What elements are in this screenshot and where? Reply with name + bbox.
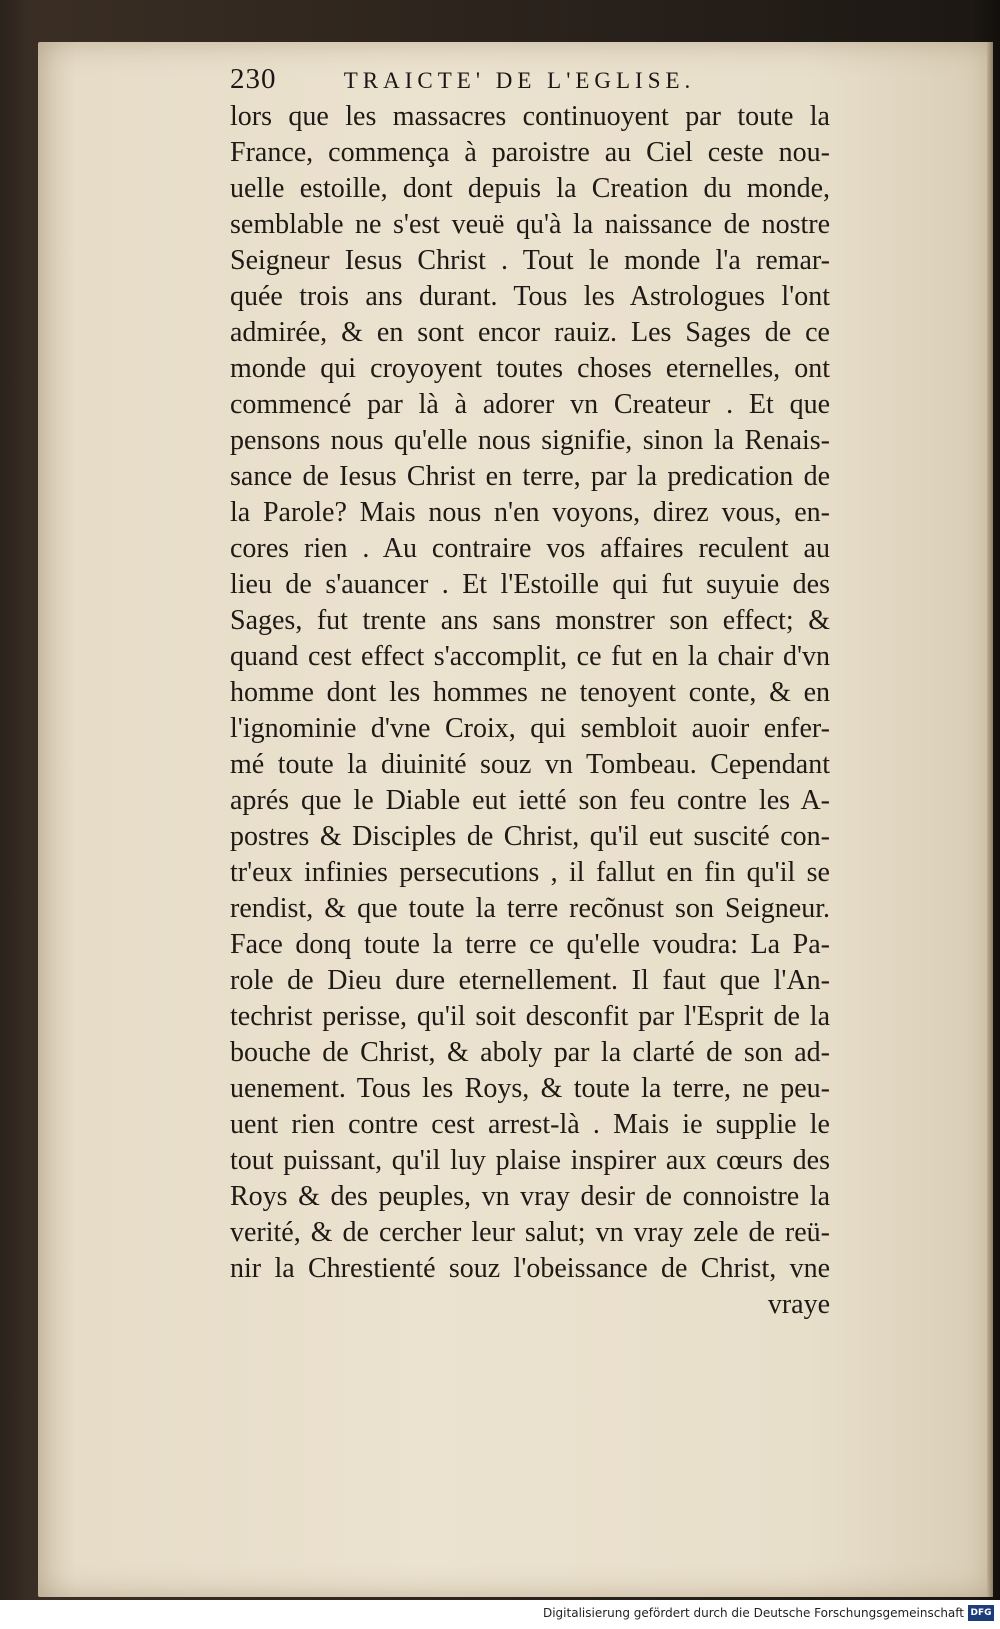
text-line: Face donq toute la terre ce qu'elle voudra: La Pa- [230,929,830,960]
footer-bar [0,1600,1000,1629]
text-line: techrist perisse, qu'il soit desconfit par l'Esprit de la [230,1001,830,1032]
text-line: cores rien . Au contraire vos affaires reculent au [230,533,830,564]
text-line: mé toute la diuinité souz vn Tombeau. Cependant [230,749,830,780]
text-line: admirée, & en sont encor rauiz. Les Sages de ce [230,317,830,348]
text-line: Seigneur Iesus Christ . Tout le monde l'a remar- [230,245,830,276]
text-line: uent rien contre cest arrest-là . Mais ie supplie le [230,1109,830,1140]
text-line: role de Dieu dure eternellement. Il faut que l'An- [230,965,830,996]
text-line: uelle estoille, dont depuis la Creation du monde, [230,173,830,204]
text-line: semblable ne s'est veuë qu'à la naissance de nostre [230,209,830,240]
text-line: bouche de Christ, & aboly par la clarté de son ad- [230,1037,830,1068]
text-line: commencé par là à adorer vn Createur . Et que [230,389,830,420]
text-line: Roys & des peuples, vn vray desir de connoistre la [230,1181,830,1212]
text-line: monde qui croyoyent toutes choses eternelles, ont [230,353,830,384]
text-line: pensons nous qu'elle nous signifie, sinon la Renais- [230,425,830,456]
text-line: quand cest effect s'accomplit, ce fut en la chair d'vn [230,641,830,672]
text-line: lieu de s'auancer . Et l'Estoille qui fut suyuie des [230,569,830,600]
text-line: homme dont les hommes ne tenoyent conte, & en [230,677,830,708]
funding-credit: Digitalisierung gefördert durch die Deutsche Forschungsgemeinschaft [542,1606,964,1620]
text-line: l'ignominie d'vne Croix, qui sembloit auoir enfer- [230,713,830,744]
running-header [230,63,790,96]
text-line: sance de Iesus Christ en terre, par la predication de [230,461,830,492]
text-line: nir la Chrestienté souz l'obeissance de Christ, vne [230,1253,830,1284]
body-text [230,99,830,1323]
catchword: vraye [767,1289,830,1320]
text-line: rendist, & que toute la terre recõnust son Seigneur. [230,893,830,924]
text-line: postres & Disciples de Christ, qu'il eut suscité con- [230,821,830,852]
text-line: Sages, fut trente ans sans monstrer son effect; & [230,605,830,636]
text-line: tout puissant, qu'il luy plaise inspirer aux cœurs des [230,1145,830,1176]
text-line: la Parole? Mais nous n'en voyons, direz vous, en- [230,497,830,528]
text-line: uenement. Tous les Roys, & toute la terre, ne peu- [230,1073,830,1104]
text-line: aprés que le Diable eut ietté son feu contre les A- [230,785,830,816]
text-line: tr'eux infinies persecutions , il fallut en fin qu'il se [230,857,830,888]
text-line: lors que les massacres continuoyent par toute la [230,101,830,132]
text-line: France, commença à paroistre au Ciel ceste nou- [230,137,830,168]
text-line: quée trois ans durant. Tous les Astrologues l'ont [230,281,830,312]
running-title: TRAICTE' DE L'EGLISE. [343,68,696,93]
dfg-logo: DFG [968,1605,994,1621]
page-number: 230 [230,63,277,95]
page-edge [987,42,993,1597]
text-line: verité, & de cercher leur salut; vn vray zele de reü- [230,1217,830,1248]
